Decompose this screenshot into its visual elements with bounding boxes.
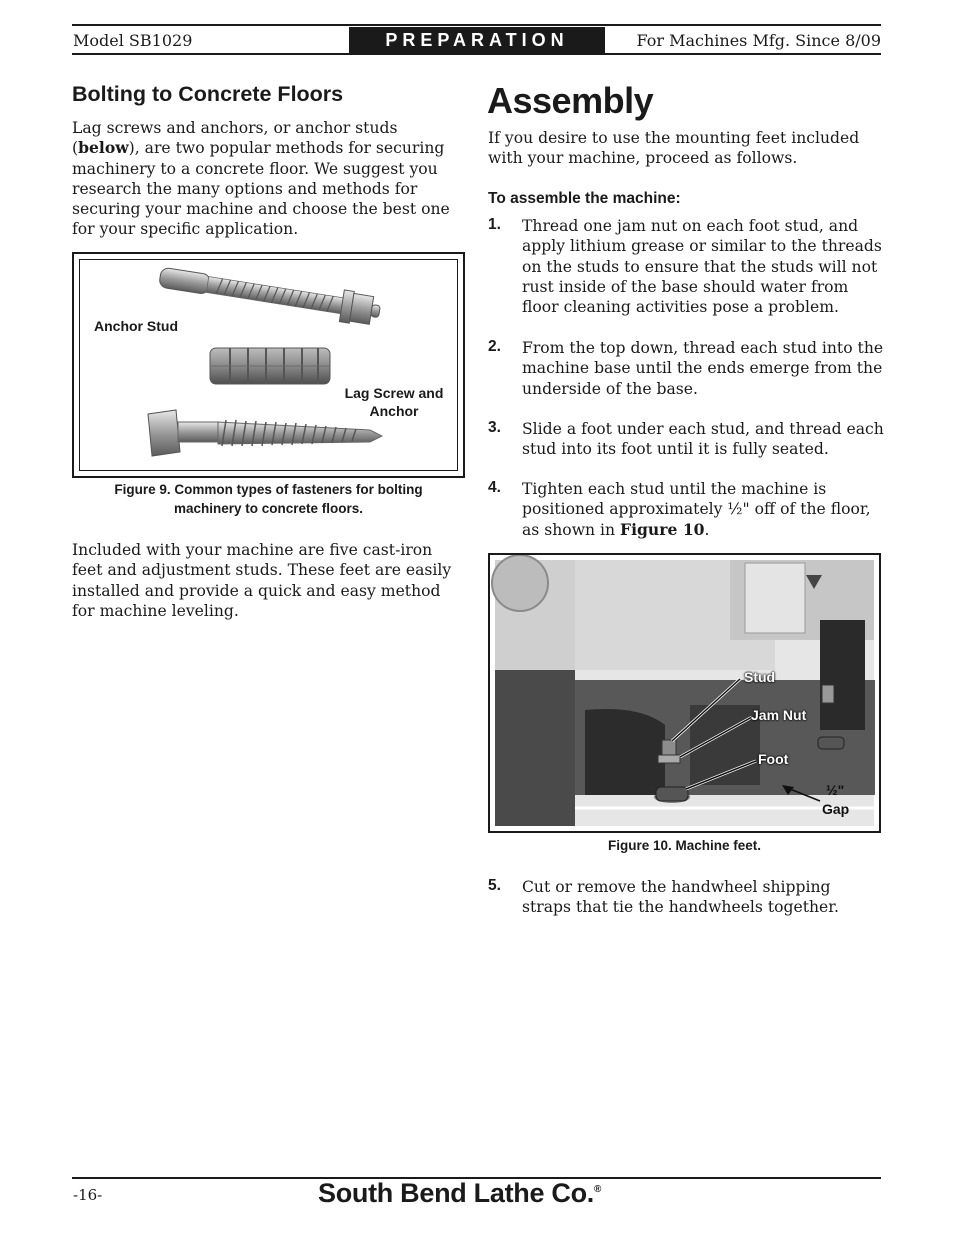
figure-9-caption-line-1: Figure 9. Common types of fasteners for bolting (114, 482, 423, 497)
label-gap: Gap (822, 801, 850, 817)
bolting-paragraph (72, 118, 457, 240)
section-heading-assembly: Assembly (487, 80, 654, 121)
step-5-number: 5. (488, 877, 501, 894)
label-half-inch: ½" (826, 782, 845, 798)
registered-mark: ® (593, 1184, 602, 1195)
label-lag-line-1: Lag Screw and (344, 385, 444, 401)
figure-10-frame (488, 553, 881, 833)
bolting-text-2: ), are two popular methods for securing machinery to a concrete floor. We suggest you research the many options and methods for securing your machine and choose the best one for your specific application. (72, 139, 450, 239)
header-section-tab: PREPARATION (349, 27, 605, 53)
header-rule-top (72, 24, 881, 26)
label-lag-screw-anchor (334, 384, 454, 420)
machine-feet-photo (490, 555, 879, 831)
bolting-text-1: Lag screws and anchors, or anchor studs ( (72, 119, 398, 158)
header-machines-since: For Machines Mfg. Since 8/09 (636, 31, 881, 50)
figure-9-inner-frame (79, 259, 458, 471)
bolting-text-bold: below (78, 138, 129, 158)
label-lag-line-2: Anchor (369, 403, 419, 419)
step-1-text: Thread one jam nut on each foot stud, and apply lithium grease or similar to the threads on the studs to ensure that the studs will not rust inside of the base should water from floor cleaning activities pose a problem. (522, 217, 882, 317)
figure-9-caption-line-2: machinery to concrete floors. (173, 501, 364, 516)
figure-9-caption (72, 480, 465, 518)
brand-wordmark (318, 1178, 601, 1209)
figure-10-caption: Figure 10. Machine feet. (607, 838, 762, 853)
assembly-intro: If you desire to use the mounting feet included with your machine, proceed as follows. (488, 129, 860, 168)
label-jam-nut: Jam Nut (751, 707, 807, 723)
step-2-text: From the top down, thread each stud into the machine base until the ends emerge from the underside of the base. (522, 339, 884, 398)
header-rule-bottom (72, 53, 881, 55)
brand-name: South Bend Lathe Co. (318, 1178, 594, 1208)
step-4-figure-ref: Figure 10 (620, 519, 705, 539)
step-5-text: Cut or remove the handwheel shipping straps that tie the handwheels together. (522, 878, 839, 917)
fasteners-illustration (80, 260, 461, 474)
step-1-number: 1. (488, 216, 501, 233)
step-4-text (522, 479, 874, 540)
step-4-text-2: . (704, 520, 710, 539)
label-foot: Foot (758, 751, 789, 767)
step-4-text-1: Tighten each stud until the machine is positioned approximately ½" off of the floor, as shown in (522, 480, 871, 539)
section-heading-bolting: Bolting to Concrete Floors (72, 82, 344, 106)
anchor-stud-image (158, 261, 382, 327)
lag-anchor-image (210, 348, 330, 384)
label-stud: Stud (744, 669, 776, 685)
label-anchor-stud: Anchor Stud (94, 318, 178, 334)
included-feet-paragraph: Included with your machine are five cast-iron feet and adjustment studs. These feet are easily installed and provide a quick and easy method for machine leveling. (72, 541, 452, 620)
header-model: Model SB1029 (73, 31, 193, 50)
page-number: -16- (73, 1186, 103, 1204)
step-3-number: 3. (488, 419, 501, 436)
assembly-subheading: To assemble the machine: (488, 190, 681, 207)
figure-9-frame (72, 252, 465, 478)
step-2-number: 2. (488, 338, 501, 355)
step-4-number: 4. (488, 479, 501, 496)
step-3-text: Slide a foot under each stud, and thread each stud into its foot until it is fully seated. (522, 420, 884, 459)
